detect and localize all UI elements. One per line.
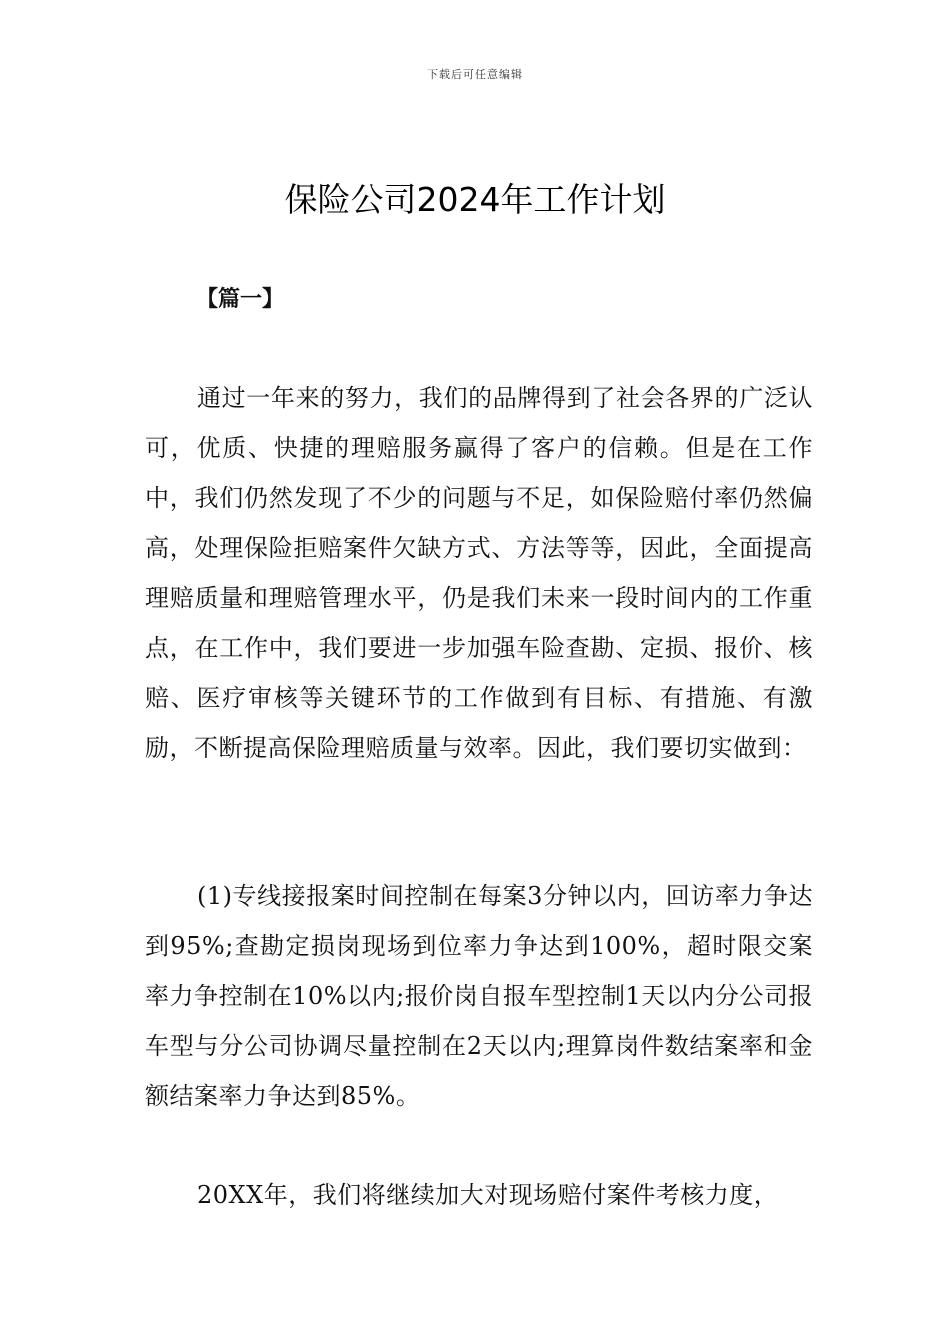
paragraph-targets: (1)专线接报案时间控制在每案3分钟以内，回访率力争达到95%;查勘定损岗现场到位率力争达到100%，超时限交案率力争控制在10%以内;报价岗自报车型控制1天以内分公司报车型与分公司协调尽量控制在2天以内;理算岗件数结案率和金额结案率力争达到85%。 (145, 882, 813, 1110)
section-label: 【篇一】 (196, 287, 285, 312)
document-title: 保险公司2024年工作计划 (284, 180, 666, 219)
paragraph-intro: 通过一年来的努力，我们的品牌得到了社会各界的广泛认可，优质、快捷的理赔服务赢得了客户的信赖。但是在工作中，我们仍然发现了不少的问题与不足，如保险赔付率仍然偏高，处理保险拒赔案件欠缺方式、方法等等，因此，全面提高理赔质量和理赔管理水平，仍是我们未来一段时间内的工作重点，在工作中，我们要进一步加强车险查勘、定损、报价、核赔、医疗审核等关键环节的工作做到有目标、有措施、有激励，不断提高保险理赔质量与效率。因此，我们要切实做到： (145, 384, 813, 762)
header-note: 下载后可任意编辑 (427, 68, 523, 81)
paragraph-continuation: 20XX年，我们将继续加大对现场赔付案件考核力度， (197, 1181, 779, 1209)
